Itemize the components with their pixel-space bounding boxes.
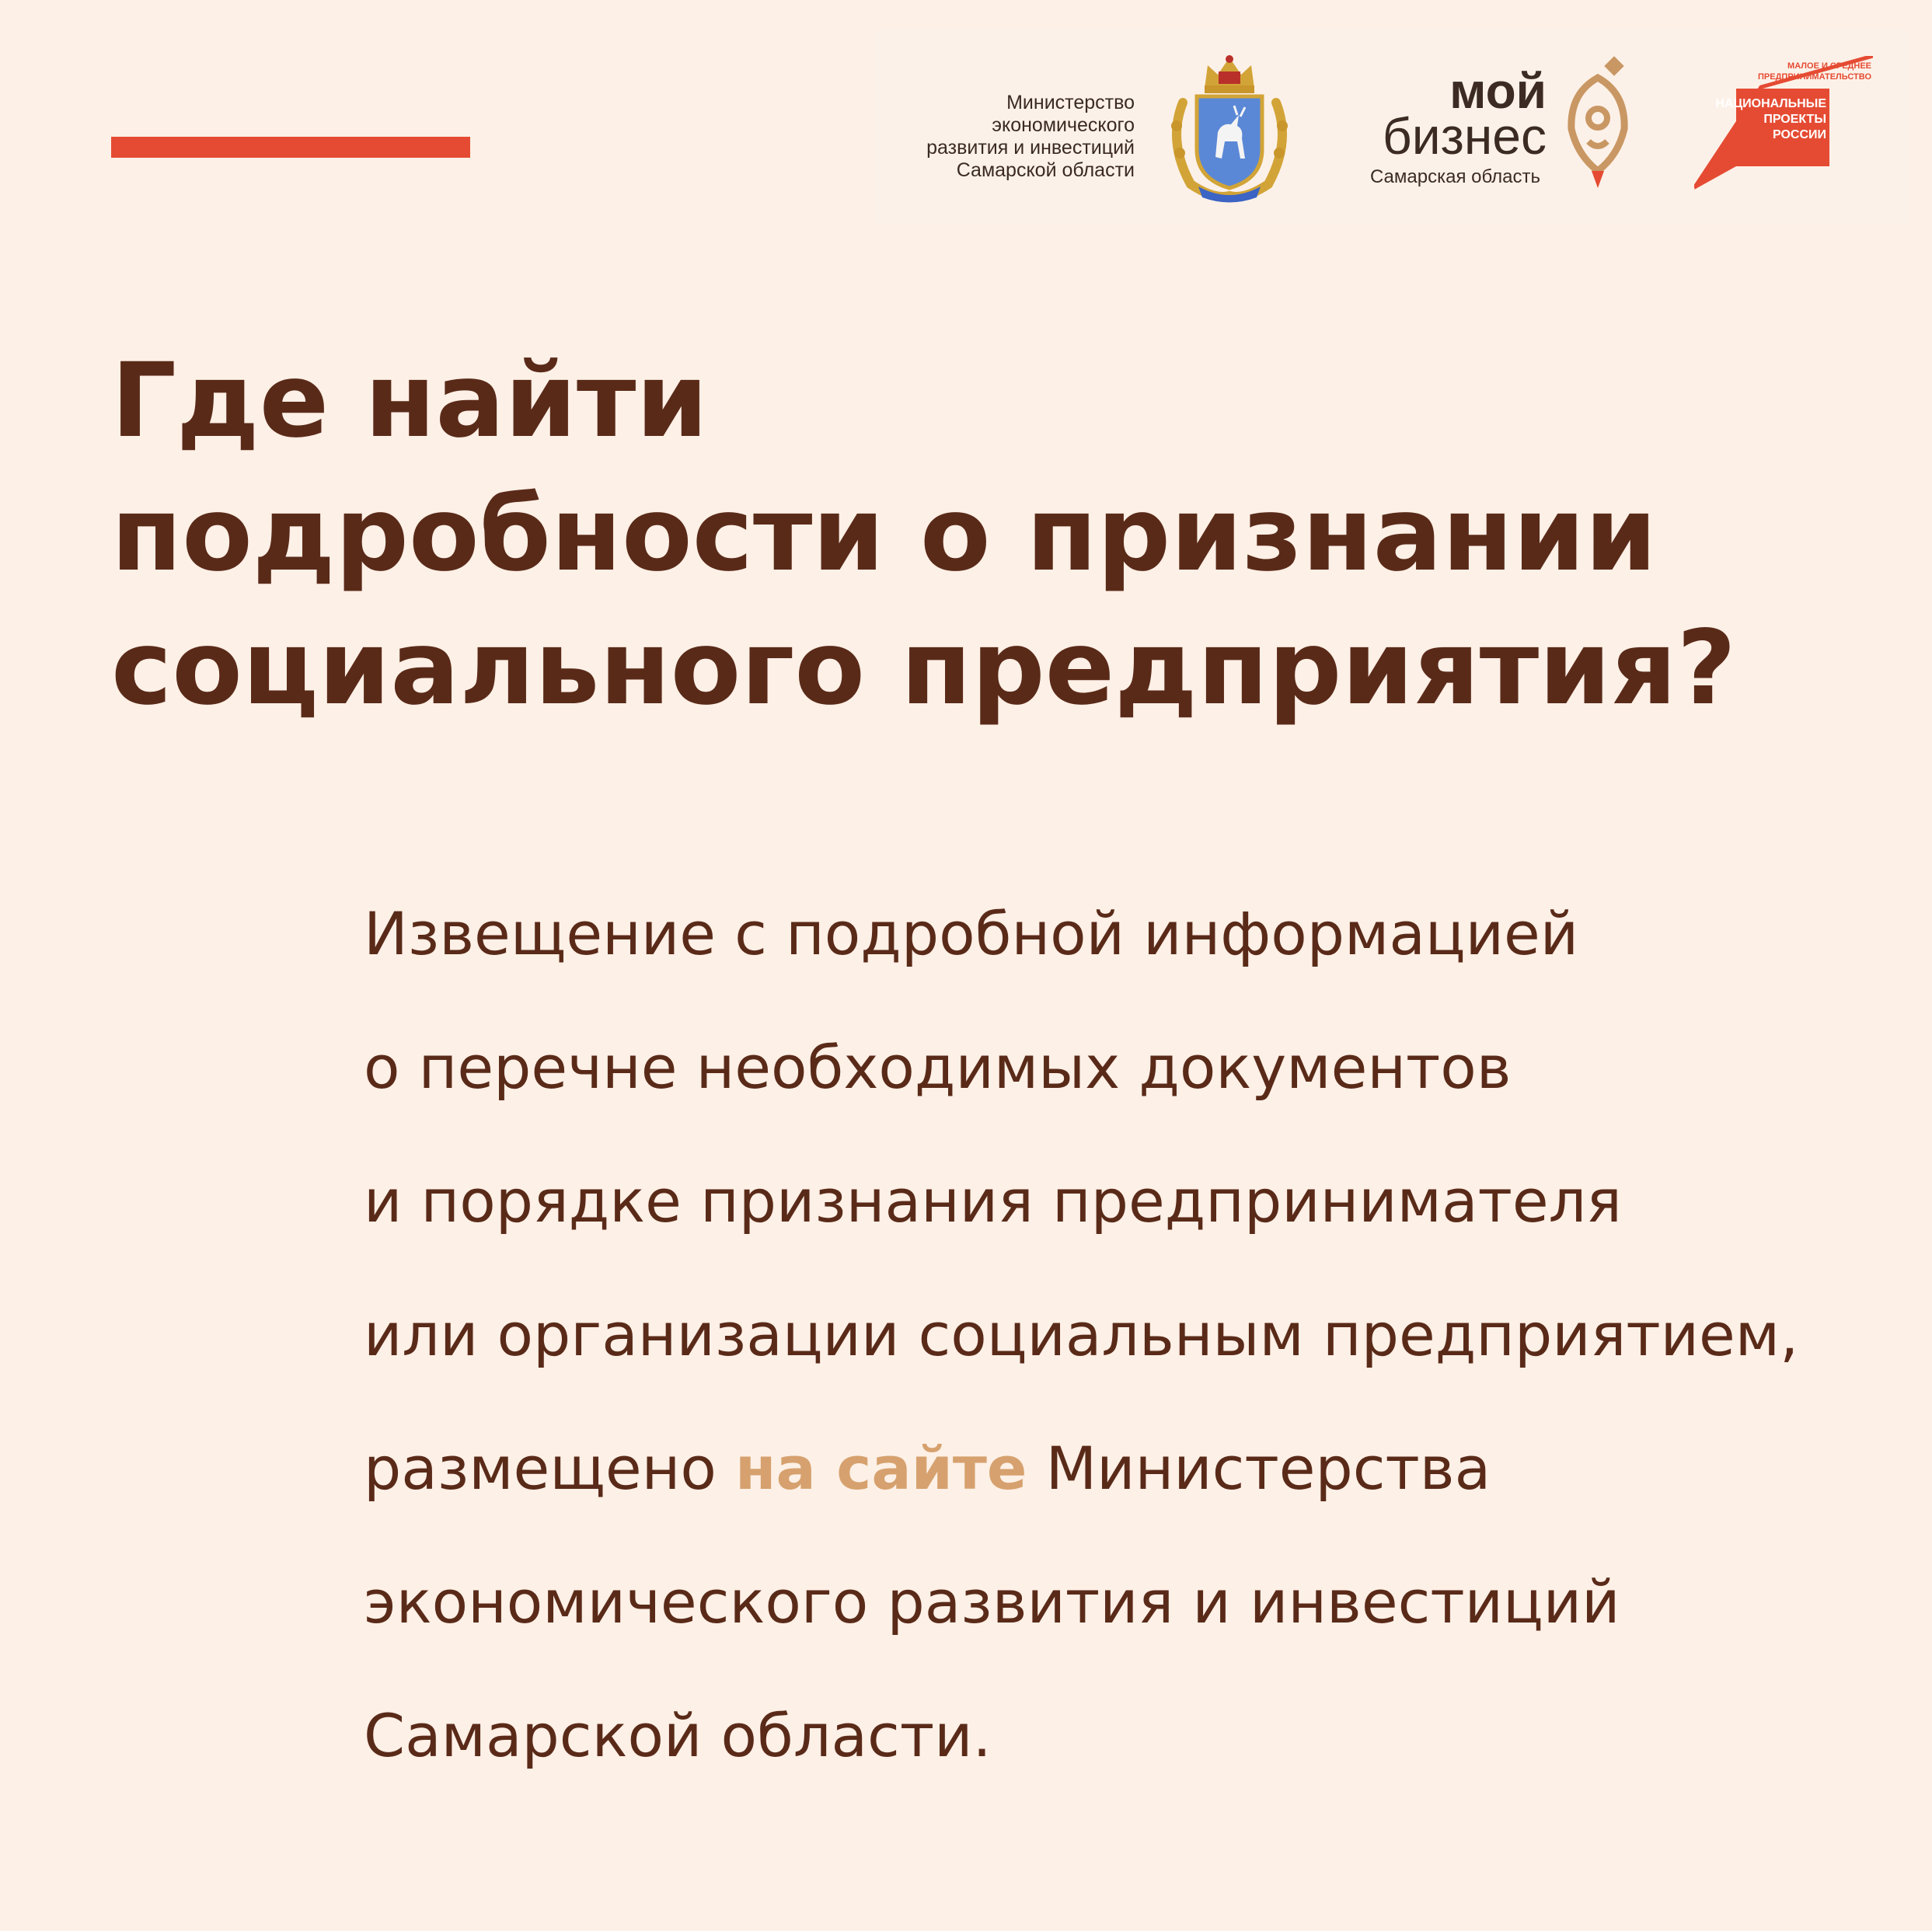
ministry-name: [901, 92, 1135, 182]
body-paragraph: [364, 867, 1910, 1803]
ministry-line: Самарской области: [956, 159, 1135, 181]
ministry-site-link[interactable]: на сайте: [735, 1434, 1027, 1503]
natproj-main-line: НАЦИОНАЛЬНЫЕ: [1715, 97, 1826, 110]
accent-bar: [111, 137, 470, 158]
my-business-word: мой: [1449, 63, 1547, 119]
coat-of-arms-icon: [1160, 48, 1299, 204]
title-line: социального предприятия?: [111, 608, 1737, 728]
title-line: подробности о признании: [111, 475, 1657, 594]
natproj-top-line: МАЛОЕ И СРЕДНЕЕ: [1787, 61, 1871, 71]
body-line: о перечне необходимых документов: [364, 1033, 1512, 1102]
body-line: экономического развития и инвестиций: [364, 1567, 1620, 1636]
rocket-pin-icon: [1562, 54, 1634, 191]
ministry-line: Министерство: [1006, 92, 1135, 113]
my-business-logo-text: [1337, 63, 1547, 165]
national-projects-logo: [1694, 56, 1873, 192]
body-line: или организации социальным предприятием,: [364, 1300, 1799, 1369]
body-text-segment: Министерства: [1027, 1434, 1491, 1503]
business-word: бизнес: [1382, 107, 1547, 165]
ministry-line: экономического: [992, 114, 1135, 136]
page-title: [111, 334, 1860, 735]
body-line: [364, 1402, 1910, 1535]
body-line: и порядке признания предпринимателя: [364, 1166, 1622, 1236]
title-line: Где найти: [111, 341, 708, 461]
body-text-segment: размещено: [364, 1434, 736, 1503]
body-line: Самарской области.: [364, 1701, 992, 1770]
natproj-main-line: ПРОЕКТЫ: [1763, 113, 1826, 126]
body-line: Извещение с подробной информацией: [364, 899, 1579, 968]
my-business-region: Самарская область: [1369, 166, 1540, 187]
natproj-top-line: ПРЕДПРИНИМАТЕЛЬСТВО: [1758, 72, 1871, 82]
natproj-main-line: РОССИИ: [1772, 128, 1826, 141]
ministry-line: развития и инвестиций: [926, 137, 1135, 159]
